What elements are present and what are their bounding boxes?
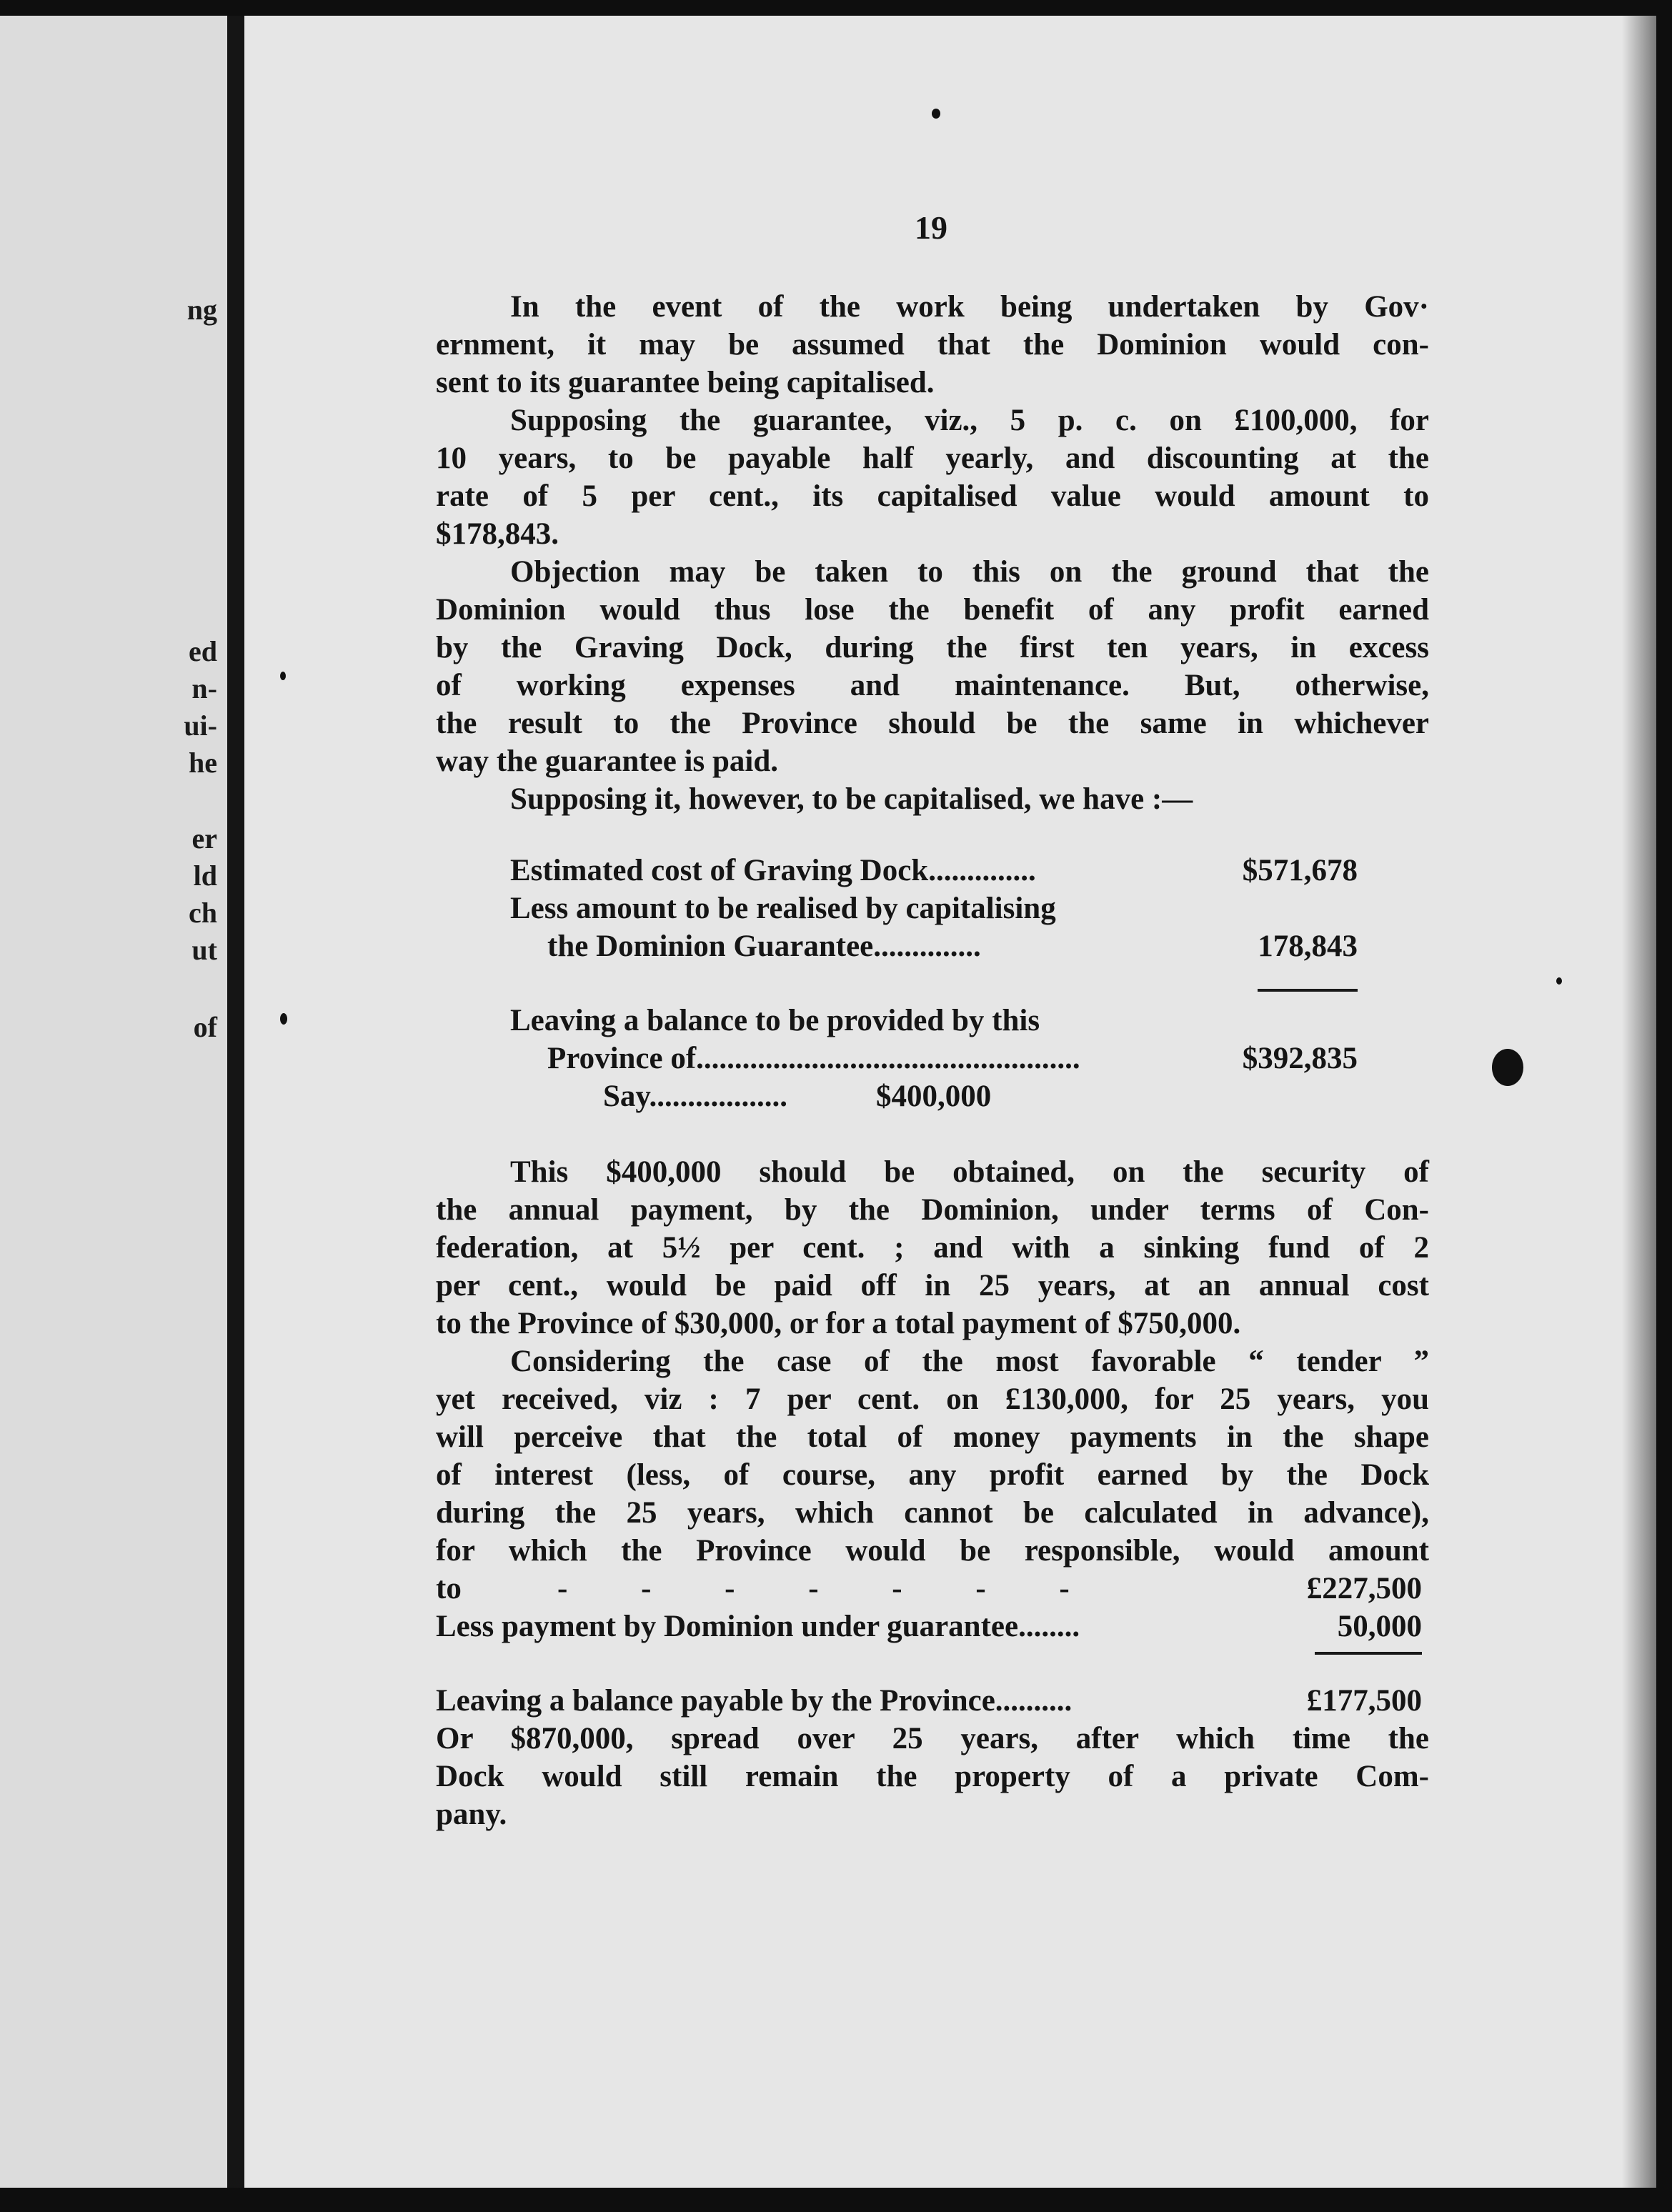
paragraph-line: per cent., would be paid off in 25 years, at an annual cost xyxy=(436,1269,1429,1302)
paragraph-line: This $400,000 should be obtained, on the security of xyxy=(510,1155,1429,1189)
ink-speck xyxy=(280,672,286,680)
paragraph-line: Supposing the guarantee, viz., 5 p. c. on £100,000, for xyxy=(510,404,1429,437)
paragraph-line: 10 years, to be payable half yearly, and discounting at the xyxy=(436,442,1429,475)
account-label: Leaving a balance payable by the Province.......... xyxy=(436,1684,1073,1718)
paragraph-line: sent to its guarantee being capitalised. xyxy=(436,366,935,399)
paragraph-line: In the event of the work being undertaken by Gov· xyxy=(510,290,1429,324)
paragraph-line: of interest (less, of course, any profit earned by the Dock xyxy=(436,1458,1429,1492)
paragraph-line: way the guarantee is paid. xyxy=(436,744,778,778)
account-label: Less amount to be realised by capitalising xyxy=(510,892,1056,925)
account-amount: $571,678 xyxy=(1242,854,1358,887)
left-fragment: n- xyxy=(191,672,217,704)
dash-leader: - - - - - - - xyxy=(557,1572,1070,1605)
account-amount: £177,500 xyxy=(1306,1684,1422,1718)
left-fragment: er xyxy=(191,822,217,855)
paragraph-line: by the Graving Dock, during the first ten years, in excess xyxy=(436,631,1429,664)
account-label: the Dominion Guarantee.............. xyxy=(547,930,981,963)
account-label: Say.................. xyxy=(603,1080,788,1113)
ink-speck xyxy=(932,109,940,119)
account-amount: £227,500 xyxy=(1306,1572,1422,1605)
page-edge-shadow xyxy=(1622,16,1656,2188)
paragraph-line: to the Province of $30,000, or for a total payment of $750,000. xyxy=(436,1307,1241,1340)
paragraph-line: for which the Province would be responsible, would amount xyxy=(436,1534,1429,1568)
left-fragment: he xyxy=(189,747,217,779)
paragraph-line: Dominion would thus lose the benefit of any profit earned xyxy=(436,593,1429,627)
account-amount: $392,835 xyxy=(1242,1042,1358,1075)
left-facing-page xyxy=(0,16,227,2188)
ink-blot xyxy=(1492,1049,1523,1086)
left-fragment: ut xyxy=(191,934,217,966)
page-number: 19 xyxy=(915,209,947,246)
paragraph-line: Or $870,000, spread over 25 years, after which time the xyxy=(436,1722,1429,1755)
sum-rule xyxy=(1315,1652,1422,1655)
ink-speck xyxy=(280,1013,287,1025)
left-fragment: ed xyxy=(189,635,217,667)
scan-border-bottom xyxy=(0,2188,1672,2212)
left-fragment: ch xyxy=(189,897,217,929)
paragraph-line: pany. xyxy=(436,1798,507,1831)
paragraph-line: Supposing it, however, to be capitalised, we have :— xyxy=(510,782,1193,816)
account-label: to xyxy=(436,1572,462,1605)
scan-border-right xyxy=(1656,0,1672,2212)
account-amount: 178,843 xyxy=(1258,930,1358,963)
paragraph-line: yet received, viz : 7 per cent. on £130,000, for 25 years, you xyxy=(436,1382,1429,1416)
paragraph-line: rate of 5 per cent., its capitalised value would amount to xyxy=(436,479,1429,513)
account-amount: $400,000 xyxy=(876,1080,992,1113)
paragraph-line: during the 25 years, which cannot be calculated in advance), xyxy=(436,1496,1429,1530)
paragraph-line: ernment, it may be assumed that the Dominion would con- xyxy=(436,328,1429,362)
account-label: Estimated cost of Graving Dock.............. xyxy=(510,854,1036,887)
paragraph-line: $178,843. xyxy=(436,517,559,551)
account-label: Leaving a balance to be provided by this xyxy=(510,1004,1040,1037)
ink-speck xyxy=(1556,977,1562,985)
paragraph-line: will perceive that the total of money payments in the shape xyxy=(436,1420,1429,1454)
account-label: Province of.................................................. xyxy=(547,1042,1080,1075)
paragraph-line: the result to the Province should be the same in whichever xyxy=(436,707,1429,740)
paragraph-line: Dock would still remain the property of a private Com- xyxy=(436,1760,1429,1793)
paragraph-line: Objection may be taken to this on the ground that the xyxy=(510,555,1429,589)
paragraph-line: of working expenses and maintenance. But, otherwise, xyxy=(436,669,1429,702)
book-gutter xyxy=(227,16,244,2188)
paragraph-line: the annual payment, by the Dominion, under terms of Con- xyxy=(436,1193,1429,1227)
left-fragment: ng xyxy=(186,294,217,326)
paragraph-line: federation, at 5½ per cent. ; and with a sinking fund of 2 xyxy=(436,1231,1429,1265)
account-label: Less payment by Dominion under guarantee........ xyxy=(436,1610,1080,1643)
paragraph-line: Considering the case of the most favorable “ tender ” xyxy=(510,1345,1429,1378)
scan-border-top xyxy=(0,0,1672,16)
left-fragment: of xyxy=(193,1011,217,1043)
left-fragment: ld xyxy=(193,860,217,892)
left-fragment: ui- xyxy=(184,709,217,742)
account-amount: 50,000 xyxy=(1337,1610,1422,1643)
sum-rule xyxy=(1258,989,1358,992)
